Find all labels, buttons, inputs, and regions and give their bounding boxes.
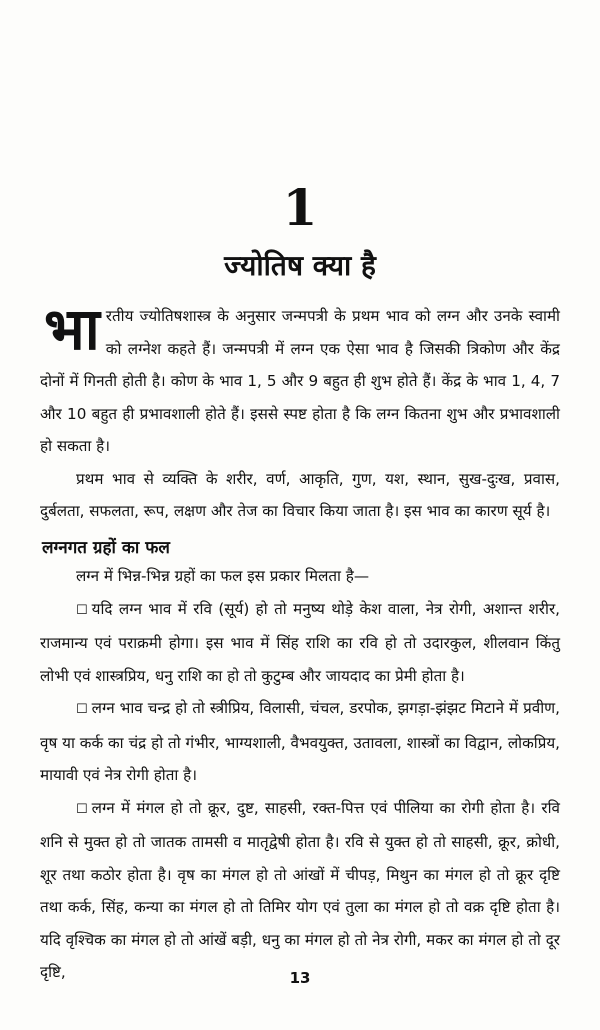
drop-cap: भा (44, 295, 100, 363)
checkbox-bullet-icon: ☐ (76, 602, 88, 618)
section-item-text: लग्न भाव चन्द्र हो तो स्त्रीप्रिय, विलासी, चंचल, डरपोक, झगड़ा-झंझट मिटाने में प्रवीण, वृष या कर्क का चंद्र हो तो गंभीर, भाग्यशाली, वैभवयुक्त, उतावला, शास्त्रों का विद्वान, लोकप्रिय, मायावी एवं नेत्र रोगी होता है। (40, 699, 560, 784)
page-number: 13 (289, 969, 311, 987)
section-item-moon (40, 692, 560, 792)
chapter-number: 1 (282, 178, 318, 237)
section-item-mars (40, 792, 560, 989)
intro-paragraph-2: प्रथम भाव से व्यक्ति के शरीर, वर्ण, आकृति, गुण, यश, स्थान, सुख-दुःख, प्रवास, दुर्बलता, सफलता, रूप, लक्षण और तेज का विचार किया जाता है। इस भाव का कारण सूर्य है। (40, 469, 560, 520)
section-lead: लग्न में भिन्न-भिन्न ग्रहों का फल इस प्रकार मिलता है— (76, 567, 370, 585)
intro-paragraph-1 (40, 295, 560, 463)
checkbox-bullet-icon: ☐ (76, 801, 88, 817)
intro-paragraph-1-text: रतीय ज्योतिषशास्त्र के अनुसार जन्मपत्री के प्रथम भाव को लग्न और उनके स्वामी को लग्नेश कहते हैं। जन्मपत्री में लग्न एक ऐसा भाव है जिसकी त्रिकोण और केंद्र दोनों में गिनती होती है। कोण के भाव 1, 5 और 9 बहुत ही शुभ होते हैं। केंद्र के भाव 1, 4, 7 और 10 बहुत ही प्रभावशाली होते हैं। इससे स्पष्ट होता है कि लग्न कितना शुभ और प्रभावशाली हो सकता है। (40, 307, 560, 455)
section-item-text: यदि लग्न भाव में रवि (सूर्य) हो तो मनुष्य थोड़े केश वाला, नेत्र रोगी, अशान्त शरीर, राजमान्य एवं पराक्रमी होगा। इस भाव में सिंह राशि का रवि हो तो उदारकुल, शीलवान किंतु लोभी एवं शास्त्रप्रिय, धनु राशि का हो तो कुटुम्ब और जायदाद का प्रेमी होता है। (40, 599, 560, 685)
checkbox-bullet-icon: ☐ (76, 702, 88, 717)
section-item-text: लग्न में मंगल हो तो क्रूर, दुष्ट, साहसी, रक्त-पित्त एवं पीलिया का रोगी होता है। रवि शनि से मुक्त हो तो जातक तामसी व मातृद्वेषी होता है। रवि से युक्त हो तो साहसी, क्रूर, क्रोधी, शूर तथा कठोर होता है। वृष का मंगल हो तो आंखों में चीपड़, मिथुन का मंगल हो तो क्रूर दृष्टि तथा कर्क, सिंह, कन्या का मंगल हो तो तिमिर योग एवं तुला का मंगल हो तो वक्र दृष्टि होता है। यदि वृश्चिक का मंगल हो तो आंखें बड़ी, धनु का मंगल हो तो नेत्र रोगी, मकर का मंगल हो तो दूर दृष्टि, (40, 798, 560, 981)
section-item-sun (40, 593, 560, 693)
section-heading: लग्नगत ग्रहों का फल (42, 538, 170, 558)
section-body (40, 560, 560, 989)
chapter-title: ज्योतिष क्या है (224, 249, 376, 282)
intro-section (40, 295, 560, 528)
